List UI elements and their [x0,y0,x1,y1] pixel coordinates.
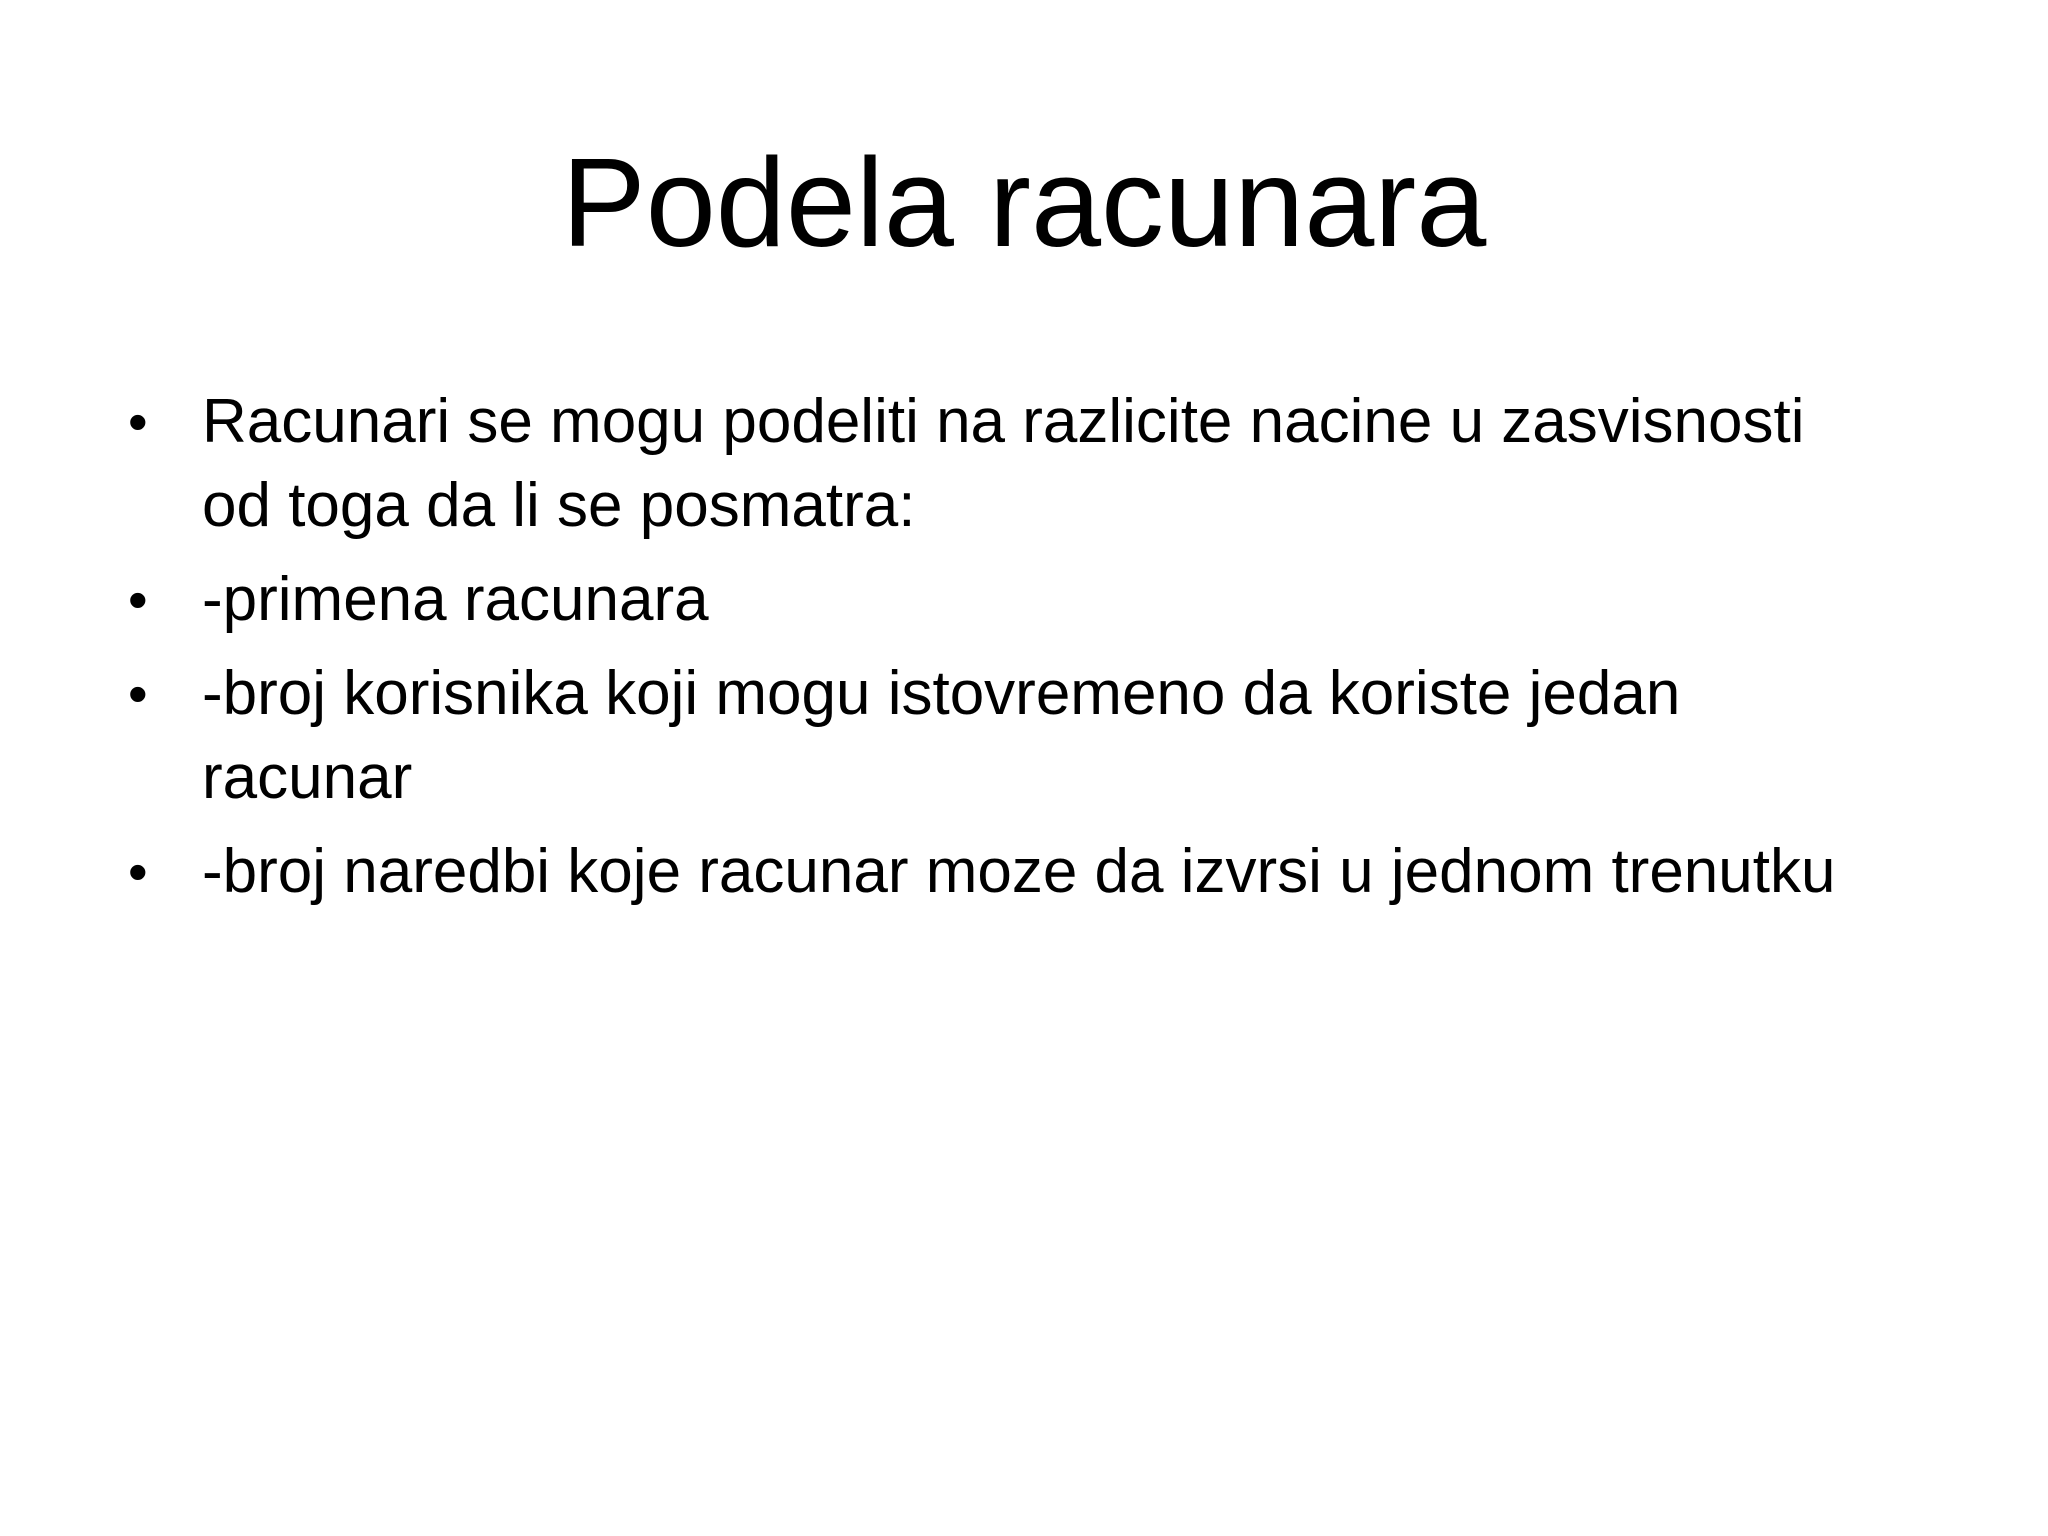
bullet-icon: • [128,568,148,631]
bullet-text: -broj korisnika koji mogu istovremeno da koriste jedan racunar [202,659,1681,812]
slide-title: Podela racunara [561,132,1487,273]
bullet-icon: • [128,662,148,725]
bullet-item [120,830,1880,914]
bullet-icon: • [128,390,148,453]
bullet-text: Racunari se mogu podeliti na razlicite nacine u zasvisnosti od toga da li se posmatra: [202,387,1805,540]
bullet-item [120,380,1880,548]
bullet-text: -broj naredbi koje racunar moze da izvrsi u jednom trenutku [202,837,1836,906]
bullet-item [120,558,1880,642]
bullet-icon: • [128,840,148,903]
bullet-text: -primena racunara [202,565,709,634]
bullet-list [120,380,1880,924]
bullet-item [120,652,1880,820]
